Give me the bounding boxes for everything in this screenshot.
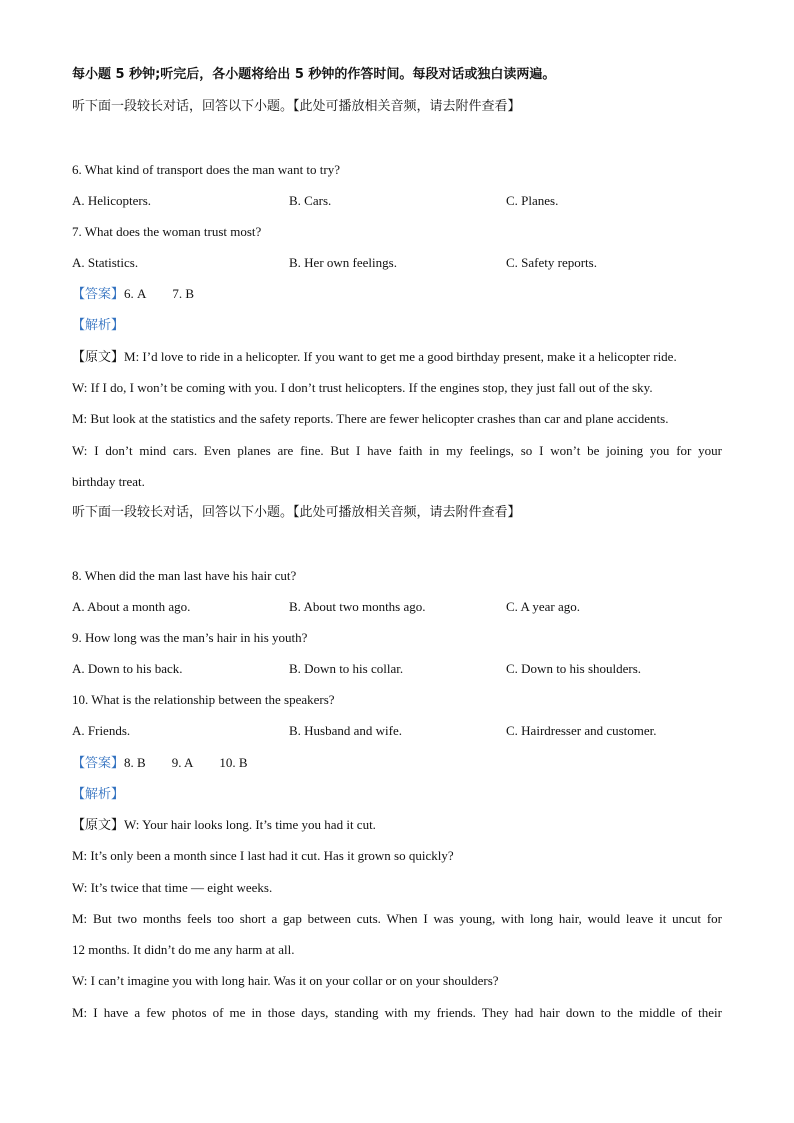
transcript-2-line-5: 12 months. It didn’t do me any harm at all. — [72, 942, 295, 957]
answer-8: 8. B — [124, 755, 146, 770]
analysis-label-2 — [72, 785, 124, 804]
transcript-2-line-2: M: It’s only been a month since I last had it cut. Has it grown so quickly? — [72, 848, 454, 863]
original-tag: 【原文】 — [72, 818, 125, 833]
question-10-stem: 10. What is the relationship between the speakers? — [72, 692, 335, 707]
answer-line-2 — [72, 754, 248, 773]
listen-prompt-1: 听下面一段较长对话，回答以下小题。【此处可播放相关音频，请去附件查看】 — [72, 99, 521, 114]
question-8-stem: 8. When did the man last have his hair cut? — [72, 568, 297, 583]
question-7-option-b: B. Her own feelings. — [289, 255, 397, 270]
transcript-text: W: Your hair looks long. It’s time you had it cut. — [124, 817, 376, 832]
question-8-option-a: A. About a month ago. — [72, 599, 191, 614]
transcript-1-line-4: W: I don’t mind cars. Even planes are fine. But I have faith in my feelings, so I won’t be joining you for your — [72, 443, 722, 458]
answer-9: 9. A — [171, 755, 194, 770]
question-10-option-a: A. Friends. — [72, 723, 131, 738]
analysis-label-1 — [72, 316, 124, 335]
transcript-1-line-3: M: But look at the statistics and the safety reports. There are fewer helicopter crashes than car and plane accidents. — [72, 411, 669, 426]
question-8-option-c: C. A year ago. — [506, 599, 581, 614]
answer-6: 6. A — [124, 286, 147, 301]
question-7-stem: 7. What does the woman trust most? — [72, 224, 262, 239]
analysis-tag: 【解析】 — [72, 787, 125, 802]
transcript-text: M: I’d love to ride in a helicopter. If you want to get me a good birthday present, make it a helicopter ride. — [124, 349, 677, 364]
answer-10: 10. B — [219, 755, 248, 770]
question-8-option-b: B. About two months ago. — [289, 599, 426, 614]
question-9-option-b: B. Down to his collar. — [289, 661, 404, 676]
instruction-text: 每小题 5 秒钟;听完后，各小题将给出 5 秒钟的作答时间。每段对话或独白读两遍。 — [72, 67, 556, 82]
answer-7: 7. B — [172, 286, 195, 301]
original-tag: 【原文】 — [72, 350, 125, 365]
transcript-1-line-5: birthday treat. — [72, 474, 145, 489]
question-9-stem: 9. How long was the man’s hair in his youth? — [72, 630, 308, 645]
transcript-2-line-1 — [72, 816, 376, 835]
transcript-1-line-1 — [72, 348, 677, 367]
question-6-option-c: C. Planes. — [506, 193, 559, 208]
question-7-option-c: C. Safety reports. — [506, 255, 597, 270]
question-6-stem: 6. What kind of transport does the man want to try? — [72, 162, 341, 177]
transcript-2-line-3: W: It’s twice that time — eight weeks. — [72, 880, 273, 895]
analysis-tag: 【解析】 — [72, 318, 125, 333]
answer-line-1 — [72, 285, 194, 304]
question-10-option-c: C. Hairdresser and customer. — [506, 723, 657, 738]
question-10-option-b: B. Husband and wife. — [289, 723, 403, 738]
question-6-option-a: A. Helicopters. — [72, 193, 152, 208]
answer-tag: 【答案】 — [72, 287, 125, 302]
listen-prompt-2: 听下面一段较长对话，回答以下小题。【此处可播放相关音频，请去附件查看】 — [72, 505, 521, 520]
transcript-2-line-7: M: I have a few photos of me in those days, standing with my friends. They had hair down to the middle of their — [72, 1005, 722, 1020]
question-7-option-a: A. Statistics. — [72, 255, 139, 270]
question-6-option-b: B. Cars. — [289, 193, 332, 208]
question-9-option-c: C. Down to his shoulders. — [506, 661, 642, 676]
transcript-2-line-6: W: I can’t imagine you with long hair. Was it on your collar or on your shoulders? — [72, 973, 499, 988]
question-9-option-a: A. Down to his back. — [72, 661, 183, 676]
answer-tag: 【答案】 — [72, 756, 125, 771]
transcript-2-line-4: M: But two months feels too short a gap between cuts. When I was young, with long hair, would leave it uncut for — [72, 911, 722, 926]
transcript-1-line-2: W: If I do, I won’t be coming with you. I don’t trust helicopters. If the engines stop, they just fall out of the sky. — [72, 380, 653, 395]
